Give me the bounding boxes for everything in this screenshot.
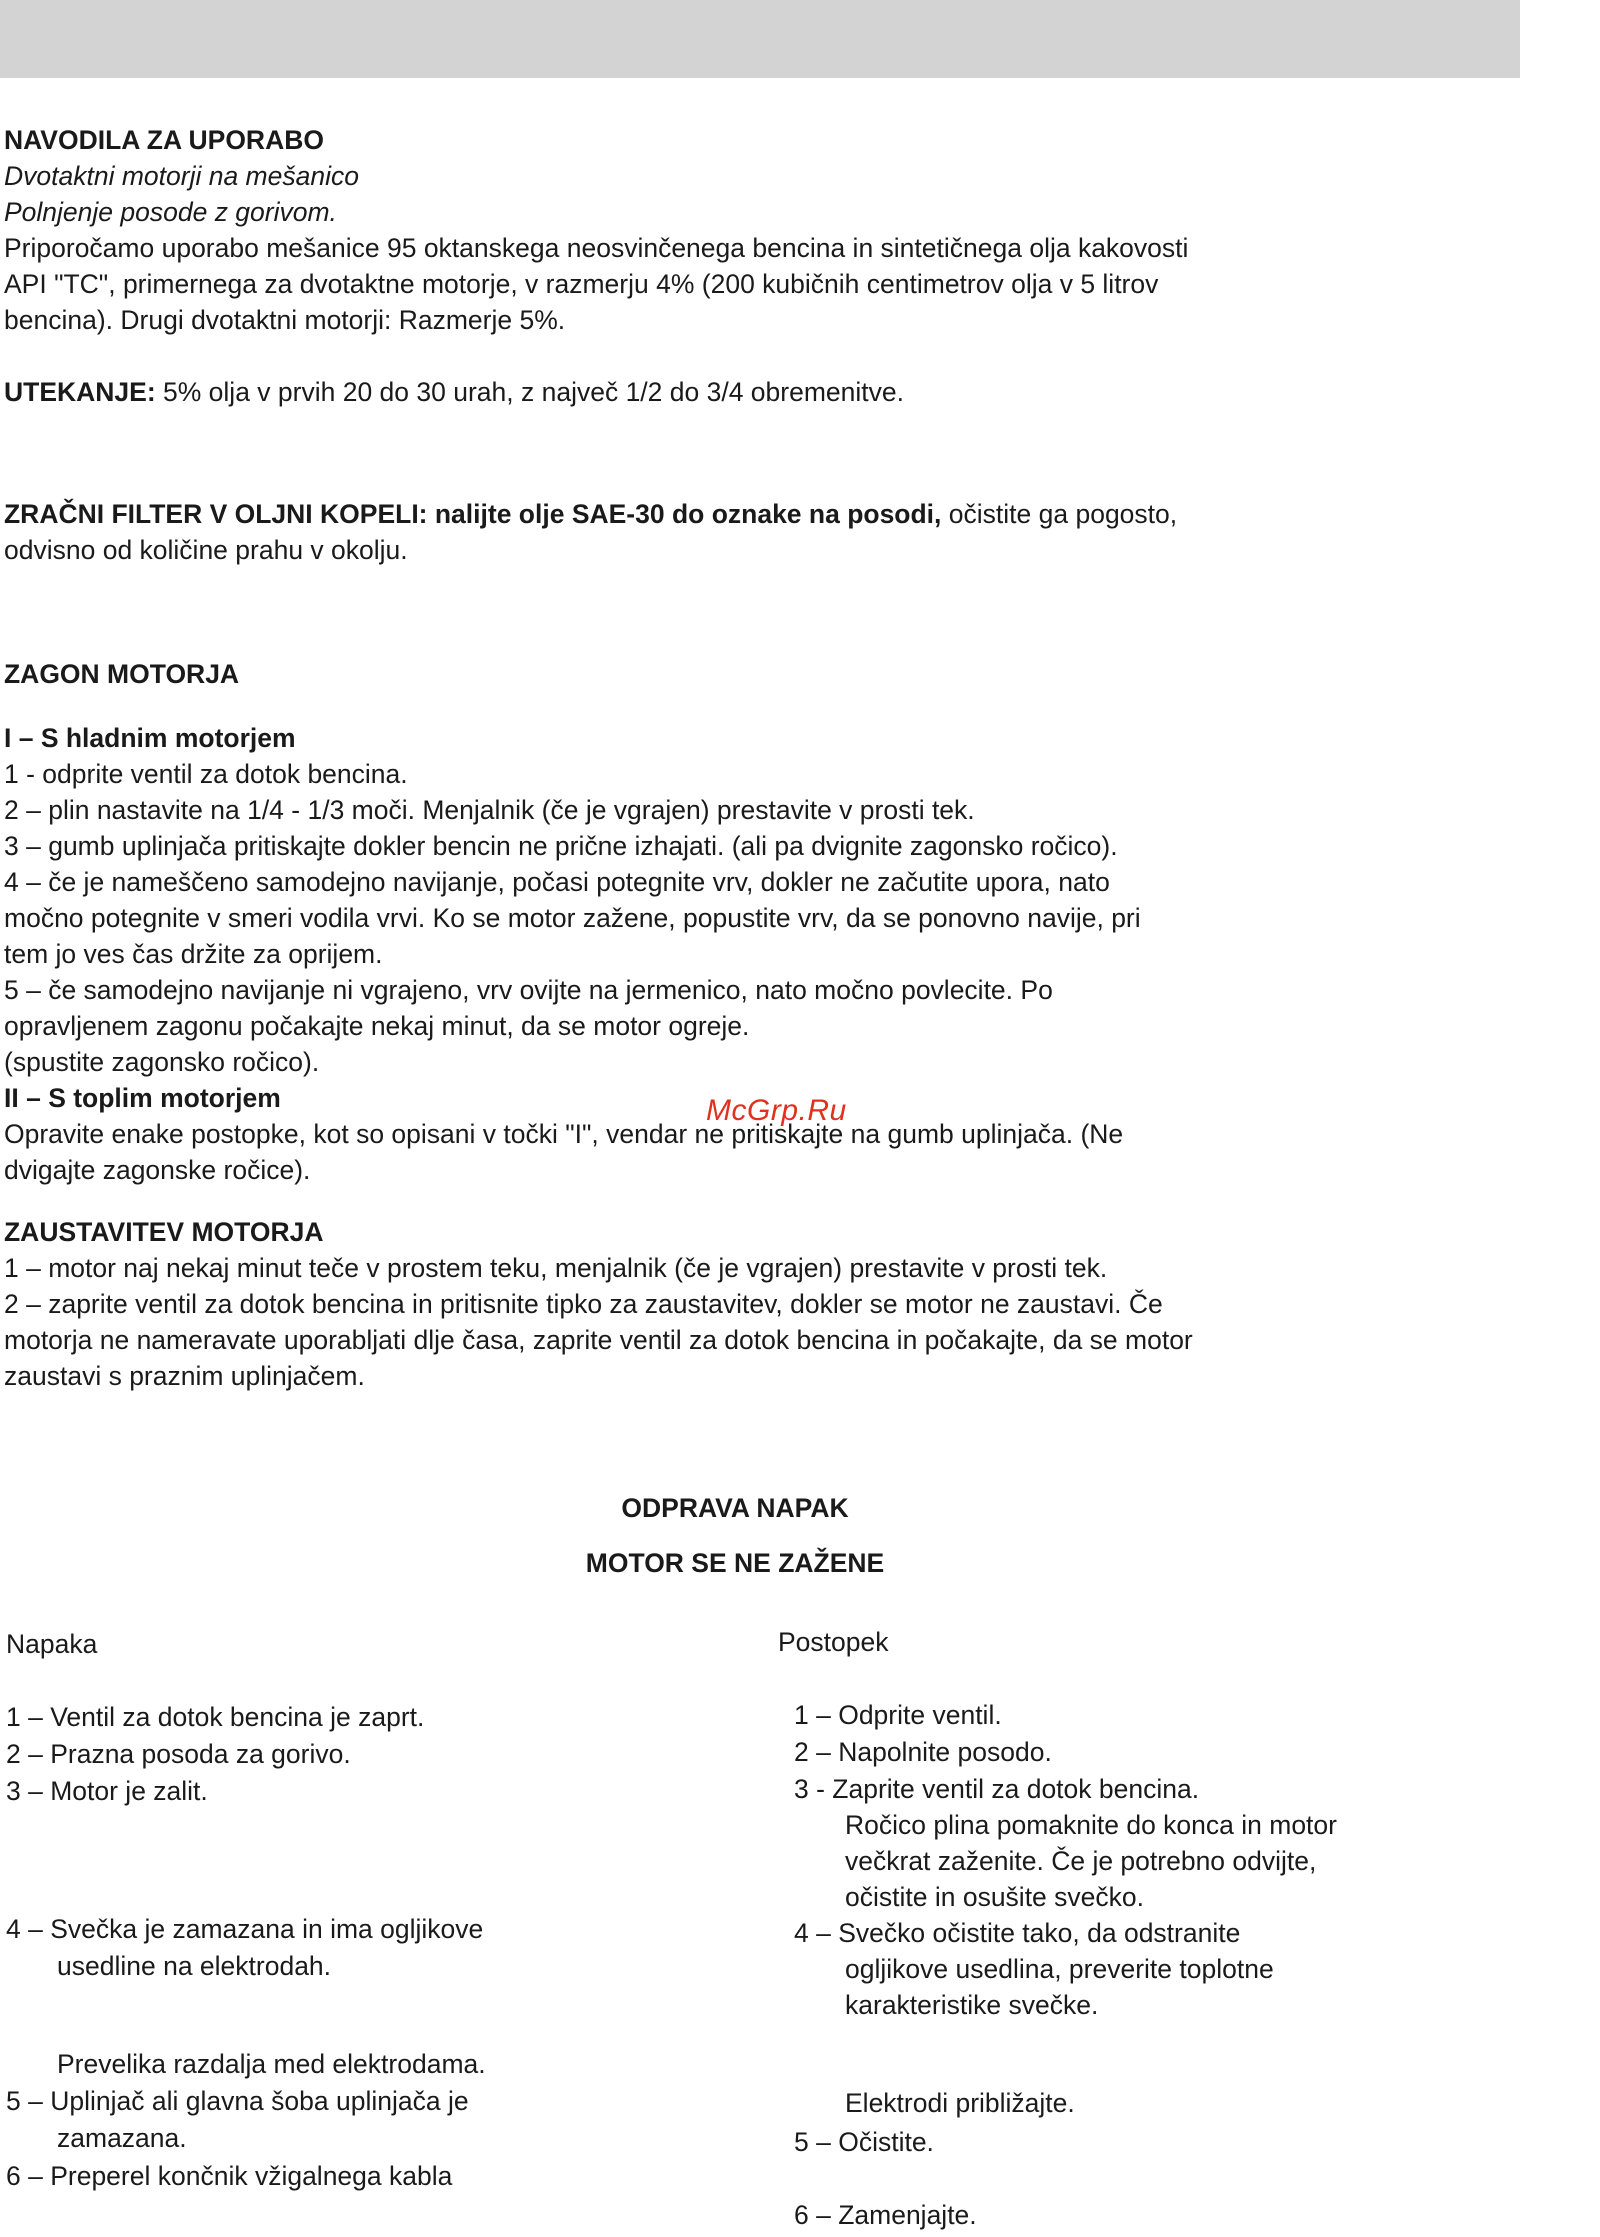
action-item: 6 – Zamenjajte. <box>794 2200 977 2230</box>
action-column-header: Postopek <box>778 1627 889 1657</box>
troubleshooting-subheading: MOTOR SE NE ZAŽENE <box>585 1548 885 1578</box>
fault-item: 4 – Svečka je zamazana in ima ogljikove <box>6 1914 484 1944</box>
cold-start-step: 3 – gumb uplinjača pritiskajte dokler bencin ne prične izhajati. (ali pa dvignite zagonsko ročico). <box>4 831 1118 861</box>
cold-start-step: tem jo ves čas držite za oprijem. <box>4 939 383 969</box>
stopping-section <box>4 1214 1464 1394</box>
fault-item: zamazana. <box>57 2123 187 2153</box>
action-item: karakteristike svečke. <box>845 1990 1099 2020</box>
intro-line: API "TC", primernega za dvotaktne motorje, v razmerju 4% (200 kubičnih centimetrov olja v 5 litrov <box>4 269 1159 299</box>
warm-start-text: Opravite enake postopke, kot so opisani v točki "I", vendar ne pritiskajte na gumb uplinjača. (Ne <box>4 1119 1124 1149</box>
fault-item: 2 – Prazna posoda za gorivo. <box>6 1739 351 1769</box>
break-in-label: UTEKANJE: <box>4 377 156 407</box>
document-title: NAVODILA ZA UPORABO <box>4 125 324 155</box>
cold-start-step: 4 – če je nameščeno samodejno navijanje, počasi potegnite vrv, dokler ne začutite upora, nato <box>4 867 1110 897</box>
watermark-text: McGrp.Ru <box>706 1094 847 1127</box>
document-subtitle-filling: Polnjenje posode z gorivom. <box>4 197 337 227</box>
fault-item: 3 – Motor je zalit. <box>6 1776 208 1806</box>
cold-start-step: 1 - odprite ventil za dotok bencina. <box>4 759 408 789</box>
air-filter-text-line2: odvisno od količine prahu v okolju. <box>4 535 408 565</box>
action-item: 4 – Svečko očistite tako, da odstranite <box>794 1918 1241 1948</box>
action-item: 1 – Odprite ventil. <box>794 1700 1002 1730</box>
cold-start-heading: I – S hladnim motorjem <box>4 723 296 753</box>
document-header <box>4 122 1464 338</box>
action-item: Ročico plina pomaknite do konca in motor <box>845 1810 1337 1840</box>
fault-item: 5 – Uplinjač ali glavna šoba uplinjača je <box>6 2086 469 2116</box>
warm-start-text: dvigajte zagonske ročice). <box>4 1155 311 1185</box>
air-filter-paragraph <box>4 496 1464 568</box>
cold-start-step: močno potegnite v smeri vodila vrvi. Ko se motor zažene, popustite vrv, da se ponovno navije, pri <box>4 903 1141 933</box>
fault-item: Prevelika razdalja med elektrodama. <box>57 2049 486 2079</box>
fault-item: 6 – Preperel končnik vžigalnega kabla <box>6 2161 453 2191</box>
top-gray-bar <box>0 0 1520 78</box>
warm-start-heading: II – S toplim motorjem <box>4 1083 281 1113</box>
document-subtitle-mixture: Dvotaktni motorji na mešanico <box>4 161 359 191</box>
stopping-step: zaustavi s praznim uplinjačem. <box>4 1361 365 1391</box>
cold-start-step: 5 – če samodejno navijanje ni vgrajeno, vrv ovijte na jermenico, nato močno povlecite. Po <box>4 975 1053 1005</box>
fault-item: usedline na elektrodah. <box>57 1951 332 1981</box>
stopping-step: motorja ne nameravate uporabljati dlje časa, zaprite ventil za dotok bencina in počakajte, da se motor <box>4 1325 1193 1355</box>
cold-start-step: (spustite zagonsko ročico). <box>4 1047 320 1077</box>
action-item: 2 – Napolnite posodo. <box>794 1737 1052 1767</box>
troubleshooting-heading: ODPRAVA NAPAK <box>621 1493 849 1523</box>
air-filter-label: ZRAČNI FILTER V OLJNI KOPELI: nalijte olje SAE-30 do oznake na posodi, <box>4 499 942 529</box>
stopping-step: 1 – motor naj nekaj minut teče v prostem teku, menjalnik (če je vgrajen) prestavite v prosti tek. <box>4 1253 1108 1283</box>
intro-line: bencina). Drugi dvotaktni motorji: Razmerje 5%. <box>4 305 566 335</box>
cold-start-step: opravljenem zagonu počakajte nekaj minut, da se motor ogreje. <box>4 1011 750 1041</box>
action-item: ogljikove usedlina, preverite toplotne <box>845 1954 1274 1984</box>
action-item: večkrat zaženite. Če je potrebno odvijte, <box>845 1846 1317 1876</box>
action-item: 3 - Zaprite ventil za dotok bencina. <box>794 1774 1200 1804</box>
section-heading-starting: ZAGON MOTORJA <box>4 659 240 689</box>
break-in-text: 5% olja v prvih 20 do 30 urah, z največ 1/2 do 3/4 obremenitve. <box>155 377 904 407</box>
air-filter-text: očistite ga pogosto, <box>941 499 1178 529</box>
action-item: Elektrodi približajte. <box>845 2088 1075 2118</box>
stopping-step: 2 – zaprite ventil za dotok bencina in pritisnite tipko za zaustavitev, dokler se motor ne zaustavi. Če <box>4 1289 1163 1319</box>
section-heading-stopping: ZAUSTAVITEV MOTORJA <box>4 1217 324 1247</box>
action-item: očistite in osušite svečko. <box>845 1882 1144 1912</box>
action-item: 5 – Očistite. <box>794 2127 934 2157</box>
cold-start-step: 2 – plin nastavite na 1/4 - 1/3 moči. Menjalnik (če je vgrajen) prestavite v prosti tek. <box>4 795 975 825</box>
fault-column-header: Napaka <box>6 1629 98 1659</box>
intro-line: Priporočamo uporabo mešanice 95 oktanskega neosvinčenega bencina in sintetičnega olja kakovosti <box>4 233 1189 263</box>
break-in-paragraph <box>4 374 1464 410</box>
fault-item: 1 – Ventil za dotok bencina je zaprt. <box>6 1702 425 1732</box>
